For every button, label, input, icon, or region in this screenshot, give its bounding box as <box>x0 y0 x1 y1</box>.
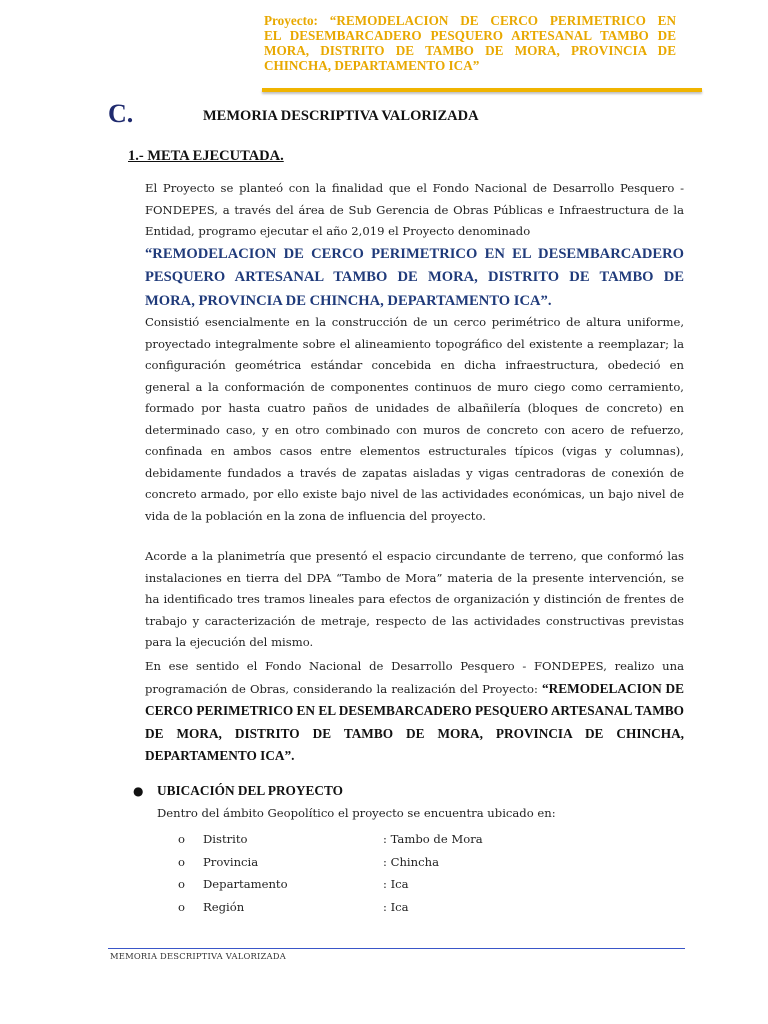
list-item <box>178 873 578 896</box>
footer-divider <box>108 948 685 949</box>
location-label: Departamento <box>203 877 288 892</box>
location-intro: Dentro del ámbito Geopolítico el proyecto se encuentra ubicado en: <box>157 806 556 820</box>
bullet-icon: ● <box>133 784 144 798</box>
location-value: : Tambo de Mora <box>383 832 483 846</box>
location-label: Provincia <box>203 854 259 869</box>
list-marker-icon: o <box>178 877 185 892</box>
subsection-title: 1.- META EJECUTADA. <box>128 148 284 164</box>
project-header-line: EL DESEMBARCADERO PESQUERO ARTESANAL TAMBO DE <box>264 28 676 43</box>
project-header <box>264 13 676 73</box>
project-header-line: CHINCHA, DEPARTAMENTO ICA” <box>264 58 480 73</box>
location-value: : Chincha <box>383 854 439 869</box>
header-divider <box>262 88 702 92</box>
list-marker-icon: o <box>178 899 185 914</box>
list-marker-icon: o <box>178 854 185 869</box>
project-name-bold: “REMODELACION DE CERCO PERIMETRICO EN EL DESEMBARCADERO PESQUERO ARTESANAL TAMBO DE MORA, DISTRITO DE TAMBO DE MORA, PROVINCIA DE CHINCHA, DEPARTAMENTO ICA”. <box>145 680 684 763</box>
project-header-line: MORA, DISTRITO DE TAMBO DE MORA, PROVINCIA DE <box>264 43 676 58</box>
location-label: Distrito <box>203 832 248 846</box>
location-title: UBICACIÓN DEL PROYECTO <box>157 783 343 798</box>
location-value: : Ica <box>383 877 409 892</box>
section-title: MEMORIA DESCRIPTIVA VALORIZADA <box>203 108 479 124</box>
project-name-highlight: “REMODELACION DE CERCO PERIMETRICO EN EL DESEMBARCADERO PESQUERO ARTESANAL TAMBO DE MORA, DISTRITO DE TAMBO DE MORA, PROVINCIA DE CHINCHA, DEPARTAMENTO ICA”. <box>145 245 684 309</box>
section-letter: C. <box>108 99 134 128</box>
paragraph-intro-text: El Proyecto se planteó con la finalidad que el Fondo Nacional de Desarrollo Pesquero - FONDEPES, a través del área de Sub Gerencia de Obras Públicas e Infraestructura de la Entidad, programo ejecutar el año 2,019 el Proyecto denominado <box>145 181 684 238</box>
list-item <box>178 851 578 874</box>
location-list <box>178 828 578 918</box>
paragraph-programming-text: En ese sentido el Fondo Nacional de Desarrollo Pesquero - FONDEPES, realizo una programación de Obras, considerando la realización del Proyecto: <box>145 659 684 696</box>
project-header-line: Proyecto: “REMODELACION DE CERCO PERIMETRICO EN <box>264 13 676 28</box>
paragraph-intro <box>145 178 684 313</box>
location-label: Región <box>203 899 245 914</box>
list-item <box>178 828 578 851</box>
paragraph-programming <box>145 656 684 768</box>
footer-text: MEMORIA DESCRIPTIVA VALORIZADA <box>110 951 286 961</box>
paragraph-planimetry: Acorde a la planimetría que presentó el espacio circundante de terreno, que conformó las instalaciones en tierra del DPA “Tambo de Mora” materia de la presente intervención, se ha identificado tres tramos lineales para efectos de organización y distinción de frentes de trabajo y caracterización de metraje, respecto de las actividades constructivas previstas para la ejecución del mismo. <box>145 549 684 649</box>
paragraph-description: Consistió esencialmente en la construcción de un cerco perimétrico de altura uniforme, proyectado integralmente sobre el alineamiento topográfico del existente a reemplazar; la configuración geométrica estándar concebida en dicha infraestructura, obedeció en general a la conformación de componentes continuos de muro ciego como cerramiento, formado por hasta cuatro paños de unidades de albañilería (bloques de concreto) en determinado caso, y en otro combinado con muros de concreto con acero de refuerzo, confinada en ambos casos entre elementos estructurales típicos (vigas y columnas), debidamente fundados a través de zapatas aisladas y vigas centradoras de conexión de concreto armado, por ello existe bajo nivel de las actividades económicas, un bajo nivel de vida de la población en la zona de influencia del proyecto. <box>145 315 684 523</box>
list-item <box>178 896 578 919</box>
location-value: : Ica <box>383 899 409 914</box>
list-marker-icon: o <box>178 832 185 846</box>
